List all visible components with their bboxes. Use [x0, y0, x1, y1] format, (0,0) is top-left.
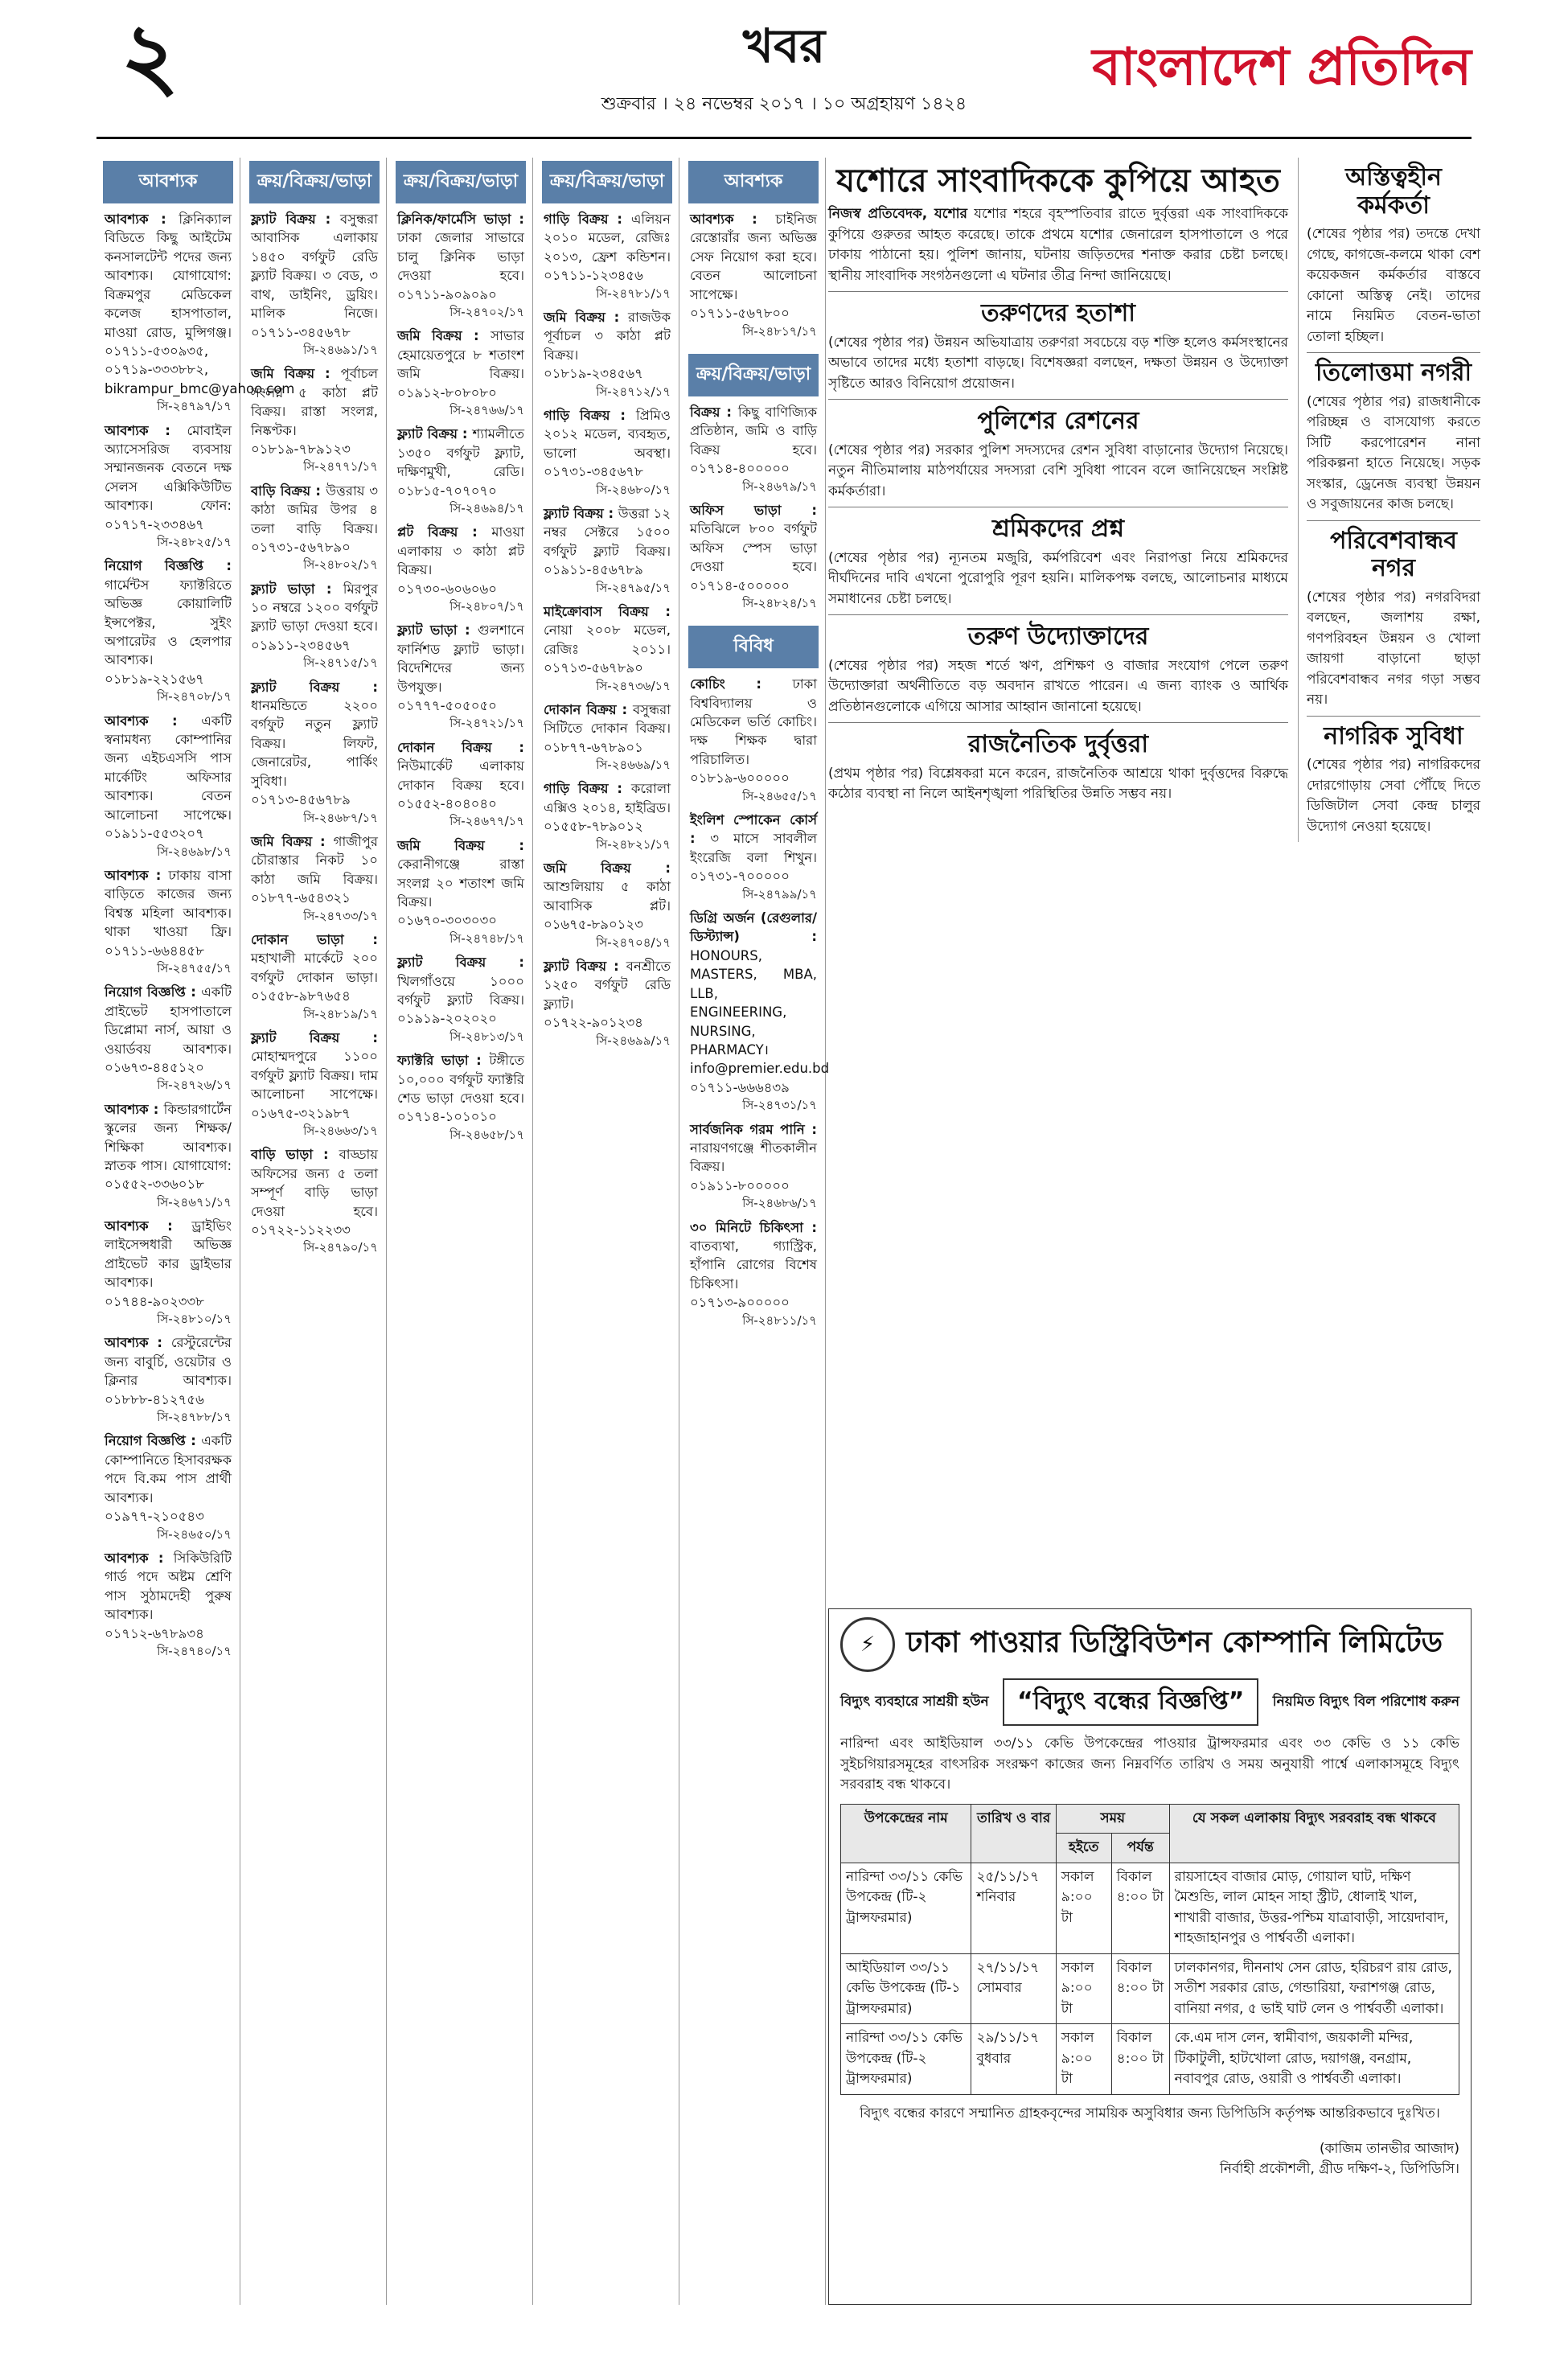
story3-body: (শেষের পৃষ্ঠার পর) সরকার পুলিশ সদস্যদের রেশন সুবিধা বাড়ানোর উদ্যোগ নিয়েছে। নতুন নীতিমালায় মাঠপর্যায়ের সদস্যরা বেশি সুবিধা পাবেন বলে জানিয়েছেন সংশ্লিষ্ট কর্মকর্তারা।	[828, 442, 1288, 499]
lead-story	[828, 204, 1288, 286]
divider	[828, 291, 1288, 292]
divider	[1307, 520, 1480, 521]
ad-text: নোয়া ২০০৮ মডেল, রেজিঃ ২০১১। ০১৭১৩-৫৬৭৮৯০	[544, 622, 671, 676]
ad-text: খিলগাঁওয়ে ১০০০ বর্গফুট ফ্ল্যাট বিক্রয়। ০১৯১৯-২০২০২০	[397, 973, 524, 1027]
ad-code: সি-২৪৮১১/১৭	[742, 1312, 817, 1328]
cell-to: বিকাল ৪:০০ টা	[1111, 2024, 1169, 2095]
ad-lead: ফ্ল্যাট ভাড়া :	[397, 622, 478, 639]
ad-text: গাজীপুর চৌরাস্তার নিকট ১০ কাঠা জমি বিক্রয়। ০১৮৭৭-৬৫৪৩২১	[251, 833, 378, 906]
newspaper-logo: বাংলাদেশ প্রতিদিন	[1092, 37, 1472, 97]
ad-code: সি-২৪৭৩৬/১৭	[596, 678, 671, 693]
ad-code: সি-২৪৭৪০/১৭	[157, 1643, 232, 1658]
ad-text: একটি স্বনামধন্য কোম্পানির জন্য এইচএসসি পাস মার্কেটিং অফিসার আবশ্যক। বেতন আলোচনা সাপেক্ষে। ০১৯১১-৫৫৩২০৭	[105, 713, 232, 842]
ad-code: সি-২৪৬৭৭/১৭	[449, 814, 524, 829]
classified-ad	[96, 421, 240, 557]
classified-column	[389, 158, 533, 2305]
ad-lead: নিয়োগ বিজ্ঞপ্তি :	[105, 1433, 202, 1449]
ad-code: সি-২৪৭৮৮/১৭	[157, 1410, 232, 1425]
classified-ad	[389, 953, 532, 1051]
cell-date: ২৭/১১/১৭ সোমবার	[971, 1953, 1056, 2024]
ad-code: সি-২৪৬৫৫/১৭	[742, 788, 817, 803]
classified-ad	[536, 406, 679, 504]
column-heading: ক্রয়/বিক্রয়/ভাড়া	[396, 161, 526, 203]
classified-ad	[96, 866, 240, 983]
classified-ad	[536, 210, 679, 308]
ad-code: সি-২৪৬৬৩/১৭	[303, 1123, 378, 1138]
classified-ad	[389, 621, 532, 737]
ad-lead: ফ্ল্যাট বিক্রয় :	[251, 1029, 378, 1045]
ad-code: সি-২৪৬৯৮/১৭	[157, 844, 232, 859]
ad-lead: জমি বিক্রয় :	[251, 833, 334, 849]
ad-lead: ফ্যাক্টরি ভাড়া :	[397, 1053, 490, 1069]
ad-text: বসুন্ধরা আবাসিক এলাকায় ১৪৫০ বর্গফুট রেডি ফ্ল্যাট বিক্রয়। ৩ বেড, ৩ বাথ, ডাইনিং, ড্রয়িং। মালিক নিজে। ০১৭১১-৩৪৫৬৭৮	[251, 212, 378, 340]
ad-code: সি-২৪৭৪৮/১৭	[449, 930, 524, 946]
ad-text: বসুন্ধরা সিটিতে দোকান বিক্রয়। ০১৮৭৭-৬৭৮৯০১	[544, 701, 671, 755]
ad-lead: আবশ্যক :	[105, 1218, 192, 1234]
ad-code: সি-২৪৬৮৬/১৭	[742, 1196, 817, 1211]
ad-code: সি-২৪৬৮০/১৭	[596, 482, 671, 497]
table-row	[841, 1953, 1459, 2024]
side-story3-body: (শেষের পৃষ্ঠার পর) নগরবিদরা বলছেন, জলাশয় রক্ষা, গণপরিবহন উন্নয়ন ও খোলা জায়গা বাড়ানো ছাড়া পরিবেশবান্ধব নগর গড়া সম্ভব নয়।	[1307, 589, 1480, 708]
col-substation: উপকেন্দ্রের নাম	[841, 1804, 971, 1863]
side-story4-body: (শেষের পৃষ্ঠার পর) নাগরিকদের দোরগোড়ায় সেবা পৌঁছে দিতে ডিজিটাল সেবা কেন্দ্র চালুর উদ্যোগ নেওয়া হয়েছে।	[1307, 757, 1480, 835]
ad-code: সি-২৪৬৭৯/১৭	[742, 478, 817, 494]
ad-lead: ফ্ল্যাট বিক্রয় :	[251, 212, 340, 227]
page-number: ২	[121, 4, 179, 109]
classified-ad	[536, 859, 679, 957]
ad-code: সি-২৪৭৮১/১৭	[596, 285, 671, 301]
ad-text: শ্যামলীতে ১৩৫০ বর্গফুট ফ্ল্যাট, দক্ষিণমুখী, রেডি। ০১৮১৫-৭০৭০৭০	[397, 426, 524, 499]
classified-ad	[96, 1217, 240, 1333]
classified-ad	[536, 779, 679, 859]
classified-ad	[536, 602, 679, 700]
ad-lead: প্লট বিক্রয় :	[397, 524, 492, 540]
ad-text: সাভার হেমায়েতপুরে ৮ শতাংশ জমি বিক্রয়। ০১৯১২-৮০৮০৮০	[397, 328, 524, 400]
ad-lead: জমি বিক্রয় :	[251, 366, 341, 382]
dpdc-notice	[828, 1608, 1472, 2305]
lead-byline: নিজস্ব প্রতিবেদক, যশোর	[828, 206, 967, 222]
ad-lead: ডিগ্রি অর্জন (রেগুলার/ডিস্ট্যান্স) :	[690, 910, 817, 945]
classified-ad	[389, 327, 532, 425]
cell-areas: ঢালকানগর, দীননাথ সেন রোড, হরিচরণ রায় রোড, সতীশ সরকার রোড, গেন্ডারিয়া, ফরাশগঞ্জ রোড, বানিয়া নগর, ৫ ভাই ঘাট লেন ও পার্শ্ববর্তী এলাকা।	[1169, 1953, 1459, 2024]
ad-lead: অফিস ভাড়া :	[690, 502, 817, 518]
lead-body: যশোর শহরে বৃহস্পতিবার রাতে দুর্বৃত্তরা এক সাংবাদিককে কুপিয়ে গুরুতর আহত করেছে। তাকে প্রথমে যশোর জেনারেল হাসপাতালে ও পরে ঢাকায় পাঠানো হয়। পুলিশ জানায়, ঘটনায় জড়িতদের শনাক্ত করার চেষ্টা চলছে। স্থানীয় সাংবাদিক সংগঠনগুলো এ ঘটনার তীব্র নিন্দা জানিয়েছে।	[828, 206, 1288, 284]
story5-body: (শেষের পৃষ্ঠার পর) সহজ শর্তে ঋণ, প্রশিক্ষণ ও বাজার সংযোগ পেলে তরুণ উদ্যোক্তারা অর্থনীতিতে বড় অবদান রাখতে পারেন। এ জন্য ব্যাংক ও আর্থিক প্রতিষ্ঠানগুলোকে এগিয়ে আসার আহ্বান জানানো হয়েছে।	[828, 657, 1288, 715]
classified-ad	[682, 403, 825, 501]
ad-text: HONOURS, MASTERS, MBA, LLB, ENGINEERING, NURSING, PHARMACY। info@premier.edu.bd ০১৭১১-৬৬৬৪৩৯	[690, 947, 830, 1095]
ad-code: সি-২৪৭১২/১৭	[596, 384, 671, 399]
classified-ad	[682, 1218, 825, 1335]
ad-lead: দোকান ভাড়া :	[251, 931, 378, 947]
column-heading: আবশ্যক	[688, 161, 819, 203]
ad-text: করোলা এক্সিও ২০১৪, হাইব্রিড। ০১৫৫৮-৭৮৯০১২	[544, 781, 671, 835]
ad-code: সি-২৪৭৭১/১৭	[303, 459, 378, 474]
ad-text: গার্মেন্টস ফ্যাক্টরিতে অভিজ্ঞ কোয়ালিটি ইন্সপেক্টর, সুইং অপারেটর ও হেলপার আবশ্যক। ০১৮১৯-২২১৫৬৭	[105, 577, 232, 687]
col-areas: যে সকল এলাকায় বিদ্যুৎ সরবরাহ বন্ধ থাকবে	[1169, 1804, 1459, 1863]
ad-text: নারায়ণগঞ্জে শীতকালীন বিক্রয়। ০১৯১১-৮০০০০০	[690, 1140, 817, 1193]
ad-text: ঢাকা জেলার সাভারে চালু ক্লিনিক ভাড়া দেওয়া হবে। ০১৭১১-৯০৯০৯০	[397, 230, 524, 302]
divider	[828, 722, 1288, 723]
lead-headline: যশোরে সাংবাদিককে কুপিয়ে আহত	[836, 162, 1280, 199]
classified-ad	[389, 1051, 532, 1149]
ad-lead: ফ্ল্যাট বিক্রয় :	[397, 955, 524, 971]
classified-ad	[536, 308, 679, 406]
ad-code: সি-২৪৭৯০/১৭	[303, 1240, 378, 1255]
ad-code: সি-২৪৬৮৭/১৭	[303, 810, 378, 825]
signer-title: নির্বাহী প্রকৌশলী, গ্রীড দক্ষিণ-২, ডিপিডিসি।	[1220, 2161, 1459, 2177]
ad-code: সি-২৪৭২১/১৭	[449, 716, 524, 731]
ad-text: মোবাইল অ্যাসেসরিজ ব্যবসায় সম্মানজনক বেতনে দক্ষ সেলস এক্সিকিউটিভ আবশ্যক। ফোন: ০১৭১৭-২৩৩৪৬৭	[105, 422, 232, 532]
cell-substation: আইডিয়াল ৩৩/১১ কেভি উপকেন্দ্র (টি-১ ট্রান্সফরমার)	[841, 1953, 971, 2024]
ad-code: সি-২৪৮২৪/১৭	[742, 595, 817, 610]
ad-lead: আবশ্যক :	[105, 1101, 164, 1117]
classified-ad	[389, 210, 532, 327]
ad-text: এলিয়ন ২০১০ মডেল, রেজিঃ ২০১৩, ফ্রেশ কন্ডিশন। ০১৭১১-১২৩৪৫৬	[544, 212, 671, 284]
ad-text: কিন্ডারগার্টেন স্কুলের জন্য শিক্ষক/শিক্ষিকা আবশ্যক। স্নাতক পাস। যোগাযোগ: ০১৫৫২-৩৩৬০১৮	[105, 1101, 232, 1193]
classified-ad	[389, 425, 532, 523]
divider	[1307, 716, 1480, 717]
classified-ad	[243, 1145, 386, 1262]
classified-ad	[682, 675, 825, 811]
ad-text: মাওয়া এলাকায় ৩ কাঠা প্লট বিক্রয়। ০১৭৩০-৬০৬০৬০	[397, 524, 524, 597]
ad-lead: দোকান বিক্রয় :	[544, 701, 633, 717]
story4-headline: শ্রমিকদের প্রশ্ন	[991, 515, 1125, 543]
ad-text: উত্তরায় ৩ কাঠা জমির উপর ৪ তলা বাড়ি বিক্রয়। ০১৭৩১-৫৬৭৮৯০	[251, 483, 378, 555]
notice-right-tag: নিয়মিত বিদ্যুৎ বিল পরিশোধ করুন	[1272, 1693, 1459, 1710]
ad-lead: বাড়ি বিক্রয় :	[251, 483, 326, 499]
ad-text: ক্লিনিক্যাল বিডিতে কিছু আইটেম কনসালটেন্ট পদের জন্য আবশ্যক। যোগাযোগ: বিক্রমপুর মেডিকেল কলেজ হাসপাতাল, মাওয়া রোড, মুন্সিগঞ্জ। ০১৭১১-৫৩০৯৩৫, ০১৭১৯-৩৩৩৮৮২, bikrampur_bmc@yahoo.com	[105, 212, 295, 396]
ad-lead: ফ্ল্যাট বিক্রয় :	[397, 426, 473, 442]
ad-lead: আবশ্যক :	[105, 212, 179, 227]
cell-from: সকাল ৯:০০ টা	[1056, 1863, 1111, 1953]
ad-code: সি-২৪৬৯৪/১৭	[449, 501, 524, 516]
classified-ad	[389, 738, 532, 836]
ad-text: পূর্বাচল সংলগ্ন ৫ কাঠা প্লট বিক্রয়। রাস্তা সংলগ্ন, নিষ্কণ্টক। ০১৮১৯-৭৮৯১২৩	[251, 366, 378, 457]
outage-schedule-table	[840, 1804, 1459, 2095]
ad-code: সি-২৪৭৩১/১৭	[742, 1098, 817, 1113]
col-time: সময়	[1056, 1804, 1169, 1834]
ad-text: মোহাম্মদপুরে ১১০০ বর্গফুট ফ্ল্যাট বিক্রয়। দাম আলোচনা সাপেক্ষে। ০১৬৭৫-৩২১৯৮৭	[251, 1049, 378, 1121]
ad-lead: জমি বিক্রয় :	[397, 837, 524, 853]
ad-text: টঙ্গীতে ১০,০০০ বর্গফুট ফ্যাক্টরি শেড ভাড়া দেওয়া হবে। ০১৭১৪-১০১০১০	[397, 1053, 524, 1125]
ad-lead: আবশ্যক :	[690, 212, 776, 227]
ad-code: সি-২৪৭২৬/১৭	[157, 1078, 232, 1093]
ad-code: সি-২৪৮০২/১৭	[303, 557, 378, 573]
cell-to: বিকাল ৪:০০ টা	[1111, 1953, 1169, 2024]
cell-from: সকাল ৯:০০ টা	[1056, 2024, 1111, 2095]
classified-ad	[682, 909, 830, 1120]
classified-ad	[96, 1431, 240, 1548]
classified-ad	[243, 832, 386, 930]
ad-lead: জমি বিক্রয় :	[544, 309, 628, 325]
ad-text: ঢাকায় বাসা বাড়িতে কাজের জন্য বিশ্বস্ত মহিলা আবশ্যক। থাকা খাওয়া ফ্রি। ০১৭১১-৬৬৪৪৫৮	[105, 867, 232, 959]
ad-lead: আবশ্যক :	[105, 867, 169, 883]
story6-body: (প্রথম পৃষ্ঠার পর) বিশ্লেষকরা মনে করেন, রাজনৈতিক আশ্রয়ে থাকা দুর্বৃত্তদের বিরুদ্ধে কঠোর ব্যবস্থা না নিলে আইনশৃঙ্খলা পরিস্থিতির উন্নতি সম্ভব নয়।	[828, 765, 1288, 802]
classified-ad	[96, 1549, 240, 1665]
table-row	[841, 2024, 1459, 2095]
ad-code: সি-২৪৭৫৫/১৭	[157, 960, 232, 975]
notice-tagline-row	[840, 1678, 1459, 1726]
ad-lead: বিক্রয় :	[690, 404, 738, 420]
cell-substation: নারিন্দা ৩৩/১১ কেভি উপকেন্দ্র (টি-২ ট্রান্সফরমার)	[841, 1863, 971, 1953]
ad-text: প্রিমিও ২০১২ মডেল, ব্যবহৃত, ভালো অবস্থা। ০১৭৩১-৩৪৫৬৭৮	[544, 407, 671, 480]
ad-code: সি-২৪৮১৩/১৭	[449, 1029, 524, 1044]
ad-text: সিকিউরিটি গার্ড পদে অষ্টম শ্রেণি পাস সুঠামদেহী পুরুষ আবশ্যক। ০১৭১২-৬৭৮৯৩৪	[105, 1550, 232, 1641]
side-story3-headline: পরিবেশবান্ধব নগর	[1330, 526, 1457, 582]
classified-ad	[243, 580, 386, 678]
ad-code: সি-২৪৭৩৩/১৭	[303, 908, 378, 923]
ad-text: একটি প্রাইভেট হাসপাতালে ডিপ্লোমা নার্স, আয়া ও ওয়ার্ডবয় আবশ্যক। ০১৬৭৩-৪৪৫১২০	[105, 984, 232, 1075]
dateline: শুক্রবার । ২৪ নভেম্বর ২০১৭ । ১০ অগ্রহায়ণ ১৪২৪	[601, 94, 967, 114]
side-story1-headline: অস্তিত্বহীন কর্মকর্তা	[1345, 163, 1442, 220]
notice-left-tag: বিদ্যুৎ ব্যবহারে সাশ্রয়ী হউন	[840, 1693, 989, 1710]
classified-ad	[243, 210, 386, 364]
cell-areas: রায়সাহেব বাজার মোড়, গোয়াল ঘাট, দক্ষিণ মৈশুন্ডি, লাল মোহন সাহা স্ট্রীট, ধোলাই খাল, শাখারী বাজার, উত্তর-পশ্চিম যাত্রাবাড়ী, সায়েদাবাদ, শাহজাহানপুর ও পার্শ্ববর্তী এলাকা।	[1169, 1863, 1459, 1953]
divider	[828, 399, 1288, 400]
ad-lead: গাড়ি বিক্রয় :	[544, 781, 631, 797]
ad-code: সি-২৪৭১৫/১৭	[303, 655, 378, 671]
side-story2-body: (শেষের পৃষ্ঠার পর) রাজধানীকে পরিচ্ছন্ন ও বাসযোগ্য করতে সিটি করপোরেশন নানা পরিকল্পনা হাতে নিয়েছে। সড়ক সংস্কার, ড্রেনেজ ব্যবস্থা উন্নয়ন ও সবুজায়নের কাজ চলছে।	[1307, 393, 1480, 512]
ad-text: রাজউক পূর্বাচল ৩ কাঠা প্লট বিক্রয়। ০১৮১৯-২৩৪৫৬৭	[544, 309, 671, 382]
story5-headline: তরুণ উদ্যোক্তাদের	[967, 622, 1149, 651]
classified-ad	[536, 700, 679, 780]
ad-lead: মাইক্রোবাস বিক্রয় :	[544, 603, 671, 619]
ad-lead: জমি বিক্রয় :	[397, 328, 491, 344]
classified-ad	[389, 523, 532, 621]
ad-lead: নিয়োগ বিজ্ঞপ্তি :	[105, 984, 202, 1000]
ad-text: একটি কোম্পানিতে হিসাবরক্ষক পদে বি.কম পাস প্রার্থী আবশ্যক। ০১৯৭৭-২১০৫৪৩	[105, 1433, 232, 1525]
classified-ad	[96, 712, 240, 866]
story6-headline: রাজনৈতিক দুর্বৃত্তরা	[967, 730, 1149, 758]
cell-areas: কে.এম দাস লেন, স্বামীবাগ, জয়কালী মন্দির, টিকাটুলী, হাটখোলা রোড, দয়াগঞ্জ, বনগ্রাম, নবাবপুর রোড, ওয়ারী ও পার্শ্ববর্তী এলাকা।	[1169, 2024, 1459, 2095]
side-story4-headline: নাগরিক সুবিধা	[1324, 721, 1463, 750]
ad-lead: বাড়ি ভাড়া :	[251, 1147, 339, 1163]
ad-text: মহাখালী মার্কেটে ২০০ বর্গফুট দোকান ভাড়া। ০১৫৫৮-৯৮৭৬৫৪	[251, 951, 378, 1004]
signer-name: (কাজিম তানভীর আজাদ)	[1319, 2140, 1459, 2157]
ad-lead: ৩০ মিনিটে চিকিৎসা :	[690, 1219, 817, 1235]
notice-footer: বিদ্যুৎ বন্ধের কারণে সম্মানিত গ্রাহকবৃন্দের সাময়িক অসুবিধার জন্য ডিপিডিসি কর্তৃপক্ষ আন্তরিকভাবে দুঃখিত।	[860, 2105, 1440, 2121]
ad-code: সি-২৪৬৯৯/১৭	[596, 1033, 671, 1048]
classified-ad	[243, 678, 386, 832]
ad-code: সি-২৪৮২১/১৭	[596, 836, 671, 852]
classified-ad	[96, 1100, 240, 1217]
ad-code: সি-২৪৭৯৯/১৭	[742, 886, 817, 902]
ad-text: ৩ মাসে সাবলীল ইংরেজি বলা শিখুন। ০১৭৩১-৭০০০০০	[690, 831, 818, 885]
divider	[1307, 352, 1480, 353]
classified-column	[243, 158, 387, 2305]
cell-date: ২৫/১১/১৭ শনিবার	[971, 1863, 1056, 1953]
ad-text: মতিঝিলে ৮০০ বর্গফুট অফিস স্পেস ভাড়া দেওয়া হবে। ০১৭১৪-৫০০০০০	[690, 521, 817, 594]
ad-lead: ফ্ল্যাট বিক্রয় :	[251, 679, 378, 695]
ad-lead: ফ্ল্যাট বিক্রয় :	[544, 959, 626, 975]
column-heading: ক্রয়/বিক্রয়/ভাড়া	[249, 161, 380, 203]
ad-code: সি-২৪৮১৭/১৭	[742, 323, 817, 339]
ad-code: সি-২৪৭৬৬/১৭	[449, 403, 524, 418]
notice-signature	[840, 2139, 1459, 2180]
ad-text: চাইনিজ রেস্তোরাঁর জন্য অভিজ্ঞ সেফ নিয়োগ করা হবে। বেতন আলোচনা সাপেক্ষে। ০১৭১১-৫৬৭৮০০	[690, 212, 817, 322]
ad-code: সি-২৪৮০৭/১৭	[449, 599, 524, 614]
col-to: পর্যন্ত	[1111, 1834, 1169, 1863]
classified-ad	[243, 930, 386, 1029]
section-title: খবর	[742, 18, 826, 73]
cell-substation: নারিন্দা ৩৩/১১ কেভি উপকেন্দ্র (টি-২ ট্রান্সফরমার)	[841, 2024, 971, 2095]
ad-code: সি-২৪৮১০/১৭	[157, 1312, 232, 1327]
news-area	[828, 158, 1480, 1605]
ad-text: বাতব্যথা, গ্যাস্ট্রিক, হাঁপানি রোগের বিশেষ চিকিৎসা। ০১৭১৩-৯০০০০০	[690, 1238, 817, 1311]
ad-code: সি-২৪৬৭১/১৭	[157, 1194, 232, 1210]
ad-lead: ফ্ল্যাট বিক্রয় :	[544, 505, 618, 521]
ad-text: ধানমন্ডিতে ২২০০ বর্গফুট নতুন ফ্ল্যাট বিক্রয়। লিফট, জেনারেটর, পার্কিং সুবিধা। ০১৭১৩-৪৫৬৭৮৯	[251, 698, 378, 808]
ad-lead: সার্বজনিক গরম পানি :	[690, 1121, 817, 1137]
classified-ad	[682, 1120, 825, 1218]
classified-ad	[389, 836, 532, 953]
ad-text: রেস্টুরেন্টের জন্য বাবুর্চি, ওয়েটার ও ক্লিনার আবশ্যক। ০১৮৮৮-৪১২৭৫৬	[105, 1335, 232, 1407]
column-heading: ক্রয়/বিক্রয়/ভাড়া	[542, 161, 672, 203]
sub-section-heading: ক্রয়/বিক্রয়/ভাড়া	[688, 354, 819, 396]
ad-lead: কোচিং :	[690, 676, 793, 692]
classified-ad	[96, 1333, 240, 1431]
dpdc-logo-icon: ⚡	[840, 1617, 895, 1672]
classified-ad	[536, 957, 679, 1055]
side-story2-headline: তিলোত্তমা নগরী	[1315, 359, 1472, 387]
ad-code: সি-২৪৭০৪/১৭	[596, 934, 671, 950]
classified-ad	[96, 983, 240, 1099]
classified-ad	[682, 811, 825, 909]
ad-lead: জমি বিক্রয় :	[544, 860, 671, 877]
ad-text: বনশ্রীতে ১২৫০ বর্গফুট রেডি ফ্ল্যাট। ০১৭২২-৯০১২৩৪	[544, 959, 671, 1031]
ad-text: আশুলিয়ায় ৫ কাঠা আবাসিক প্লট। ০১৬৭৫-৮৯০১২৩	[544, 879, 671, 933]
classified-ad	[243, 482, 386, 580]
news-main-column	[828, 158, 1288, 810]
side-story1-body: (শেষের পৃষ্ঠার পর) তদন্তে দেখা গেছে, কাগজে-কলমে থাকা বেশ কয়েকজন কর্মকর্তার বাস্তবে কোনো অস্তিত্ব নেই। তাদের নামে নিয়মিত বেতন-ভাতা তোলা হচ্ছিল।	[1307, 226, 1480, 345]
classified-ad	[536, 504, 679, 602]
ad-lead: নিয়োগ বিজ্ঞপ্তি :	[105, 558, 232, 574]
column-heading: আবশ্যক	[103, 161, 233, 203]
story3-headline: পুলিশের রেশনের	[977, 407, 1139, 435]
classified-ad	[96, 210, 295, 421]
ad-code: সি-২৪৭০২/১৭	[449, 305, 524, 320]
ad-lead: গাড়ি বিক্রয় :	[544, 407, 636, 423]
ad-text: ঢাকা বিশ্ববিদ্যালয় ও মেডিকেল ভর্তি কোচিং। দক্ষ শিক্ষক দ্বারা পরিচালিত। ০১৮১৯-৬০০০০০	[690, 676, 817, 787]
ad-lead: আবশ্যক :	[105, 422, 187, 438]
notice-title: “বিদ্যুৎ বন্ধের বিজ্ঞপ্তি”	[1003, 1678, 1258, 1726]
cell-from: সকাল ৯:০০ টা	[1056, 1953, 1111, 2024]
header-rule	[96, 137, 1472, 139]
ad-text: গুলশানে ফার্নিশড ফ্ল্যাট ভাড়া। বিদেশিদের জন্য উপযুক্ত। ০১৭৭৭-৫০৫০৫০	[397, 622, 524, 714]
classified-column	[536, 158, 679, 2305]
col-from: হইতে	[1056, 1834, 1111, 1863]
ad-code: সি-২৪৬৫৮/১৭	[449, 1127, 524, 1142]
ad-text: কিছু বাণিজ্যিক প্রতিষ্ঠান, জমি ও বাড়ি বিক্রয় হবে। ০১৭১৪-৪০০০০০	[690, 404, 817, 477]
classified-ad	[243, 1029, 386, 1145]
table-row	[841, 1863, 1459, 1953]
ad-text: ড্রাইভিং লাইসেন্সধারী অভিজ্ঞ প্রাইভেট কার ড্রাইভার আবশ্যক। ০১৭৪৪-৯০২৩৩৮	[105, 1218, 232, 1309]
ad-text: নিউমার্কেট এলাকায় দোকান বিক্রয় হবে। ০১৫৫২-৪০৪০৪০	[397, 758, 524, 812]
ad-code: সি-২৪৭৯৭/১৭	[157, 399, 232, 414]
ad-code: সি-২৪৬৯১/১৭	[303, 342, 378, 357]
notice-intro: নারিন্দা এবং আইডিয়াল ৩৩/১১ কেভি উপকেন্দ্রের পাওয়ার ট্রান্সফরমার এবং ৩৩ কেভি ও ১১ কেভি সুইচগিয়ারসমূহের বাৎসরিক সংরক্ষণ কাজের জন্য নিম্নবর্ণিত তারিখ ও সময় অনুযায়ী পার্শ্বে এলাকাসমূহে বিদ্যুৎ সরবরাহ বন্ধ থাকবে।	[840, 1735, 1459, 1793]
ad-lead: আবশ্যক :	[105, 1550, 174, 1566]
ad-text: উত্তরা ১২ নম্বর সেক্টরে ১৫০০ বর্গফুট ফ্ল্যাট বিক্রয়। ০১৯১১-৪৫৬৭৮৯	[544, 505, 671, 578]
cell-to: বিকাল ৪:০০ টা	[1111, 1863, 1169, 1953]
notice-company: ঢাকা পাওয়ার ডিস্ট্রিবিউশন কোম্পানি লিমিটেড	[906, 1626, 1443, 1659]
classified-ad	[682, 210, 825, 346]
story4-body: (শেষের পৃষ্ঠার পর) ন্যূনতম মজুরি, কর্মপরিবেশ এবং নিরাপত্তা নিয়ে শ্রমিকদের দীর্ঘদিনের দাবি এখনো পুরোপুরি পূরণ হয়নি। মালিকপক্ষ বলছে, আলোচনার মাধ্যমে সমাধানের চেষ্টা চলছে।	[828, 549, 1288, 607]
ad-text: মিরপুর ১০ নম্বরে ১২০০ বর্গফুট ফ্ল্যাট ভাড়া দেওয়া হবে। ০১৯১১-২৩৪৫৬৭	[251, 581, 378, 653]
ad-code: সি-২৪৬৬৯/১৭	[596, 758, 671, 773]
ad-lead: দোকান বিক্রয় :	[397, 739, 524, 755]
ad-lead: গাড়ি বিক্রয় :	[544, 212, 631, 227]
classified-ad	[243, 364, 386, 481]
page-header	[0, 0, 1568, 145]
col-date: তারিখ ও বার	[971, 1804, 1056, 1863]
ad-lead: আবশ্যক :	[105, 1335, 171, 1351]
ad-code: সি-২৪৭০৮/১৭	[157, 689, 232, 704]
ad-lead: ইংলিশ স্পোকেন কোর্স :	[690, 812, 817, 847]
classified-ad	[682, 501, 825, 618]
classified-ad	[96, 557, 240, 711]
ad-code: সি-২৪৬৫০/১৭	[157, 1526, 232, 1542]
story2-body: (শেষের পৃষ্ঠার পর) উন্নয়ন অভিযাত্রায় তরুণরা সবচেয়ে বড় শক্তি হলেও কর্মসংস্থানের অভাবে তাদের মধ্যে হতাশা বাড়ছে। বিশেষজ্ঞরা বলছেন, দক্ষতা উন্নয়ন ও উদ্যোক্তা সৃষ্টিতে আরও বিনিয়োগ প্রয়োজন।	[828, 334, 1288, 392]
news-side-column	[1298, 158, 1480, 842]
story2-headline: তরুণদের হতাশা	[981, 299, 1135, 327]
cell-date: ২৯/১১/১৭ বুধবার	[971, 2024, 1056, 2095]
divider	[828, 614, 1288, 615]
ad-text: বাড্ডায় অফিসের জন্য ৫ তলা সম্পূর্ণ বাড়ি ভাড়া দেওয়া হবে। ০১৭২২-১১২২৩৩	[251, 1147, 378, 1238]
ad-lead: ক্লিনিক/ফার্মেসি ভাড়া :	[397, 212, 524, 227]
ad-text: কেরানীগঞ্জে রাস্তা সংলগ্ন ২০ শতাংশ জমি বিক্রয়। ০১৬৭০-৩০৩০৩০	[397, 856, 524, 929]
ad-code: সি-২৪৮১৯/১৭	[303, 1006, 378, 1021]
sub-section-heading: বিবিধ	[688, 626, 819, 668]
ad-code: সি-২৪৭৯৫/১৭	[596, 580, 671, 595]
ad-code: সি-২৪৮২৫/১৭	[157, 535, 232, 550]
ad-lead: আবশ্যক :	[105, 713, 202, 729]
ad-lead: ফ্ল্যাট ভাড়া :	[251, 581, 343, 597]
classified-column	[682, 158, 830, 2305]
notice-header	[840, 1617, 1459, 1672]
